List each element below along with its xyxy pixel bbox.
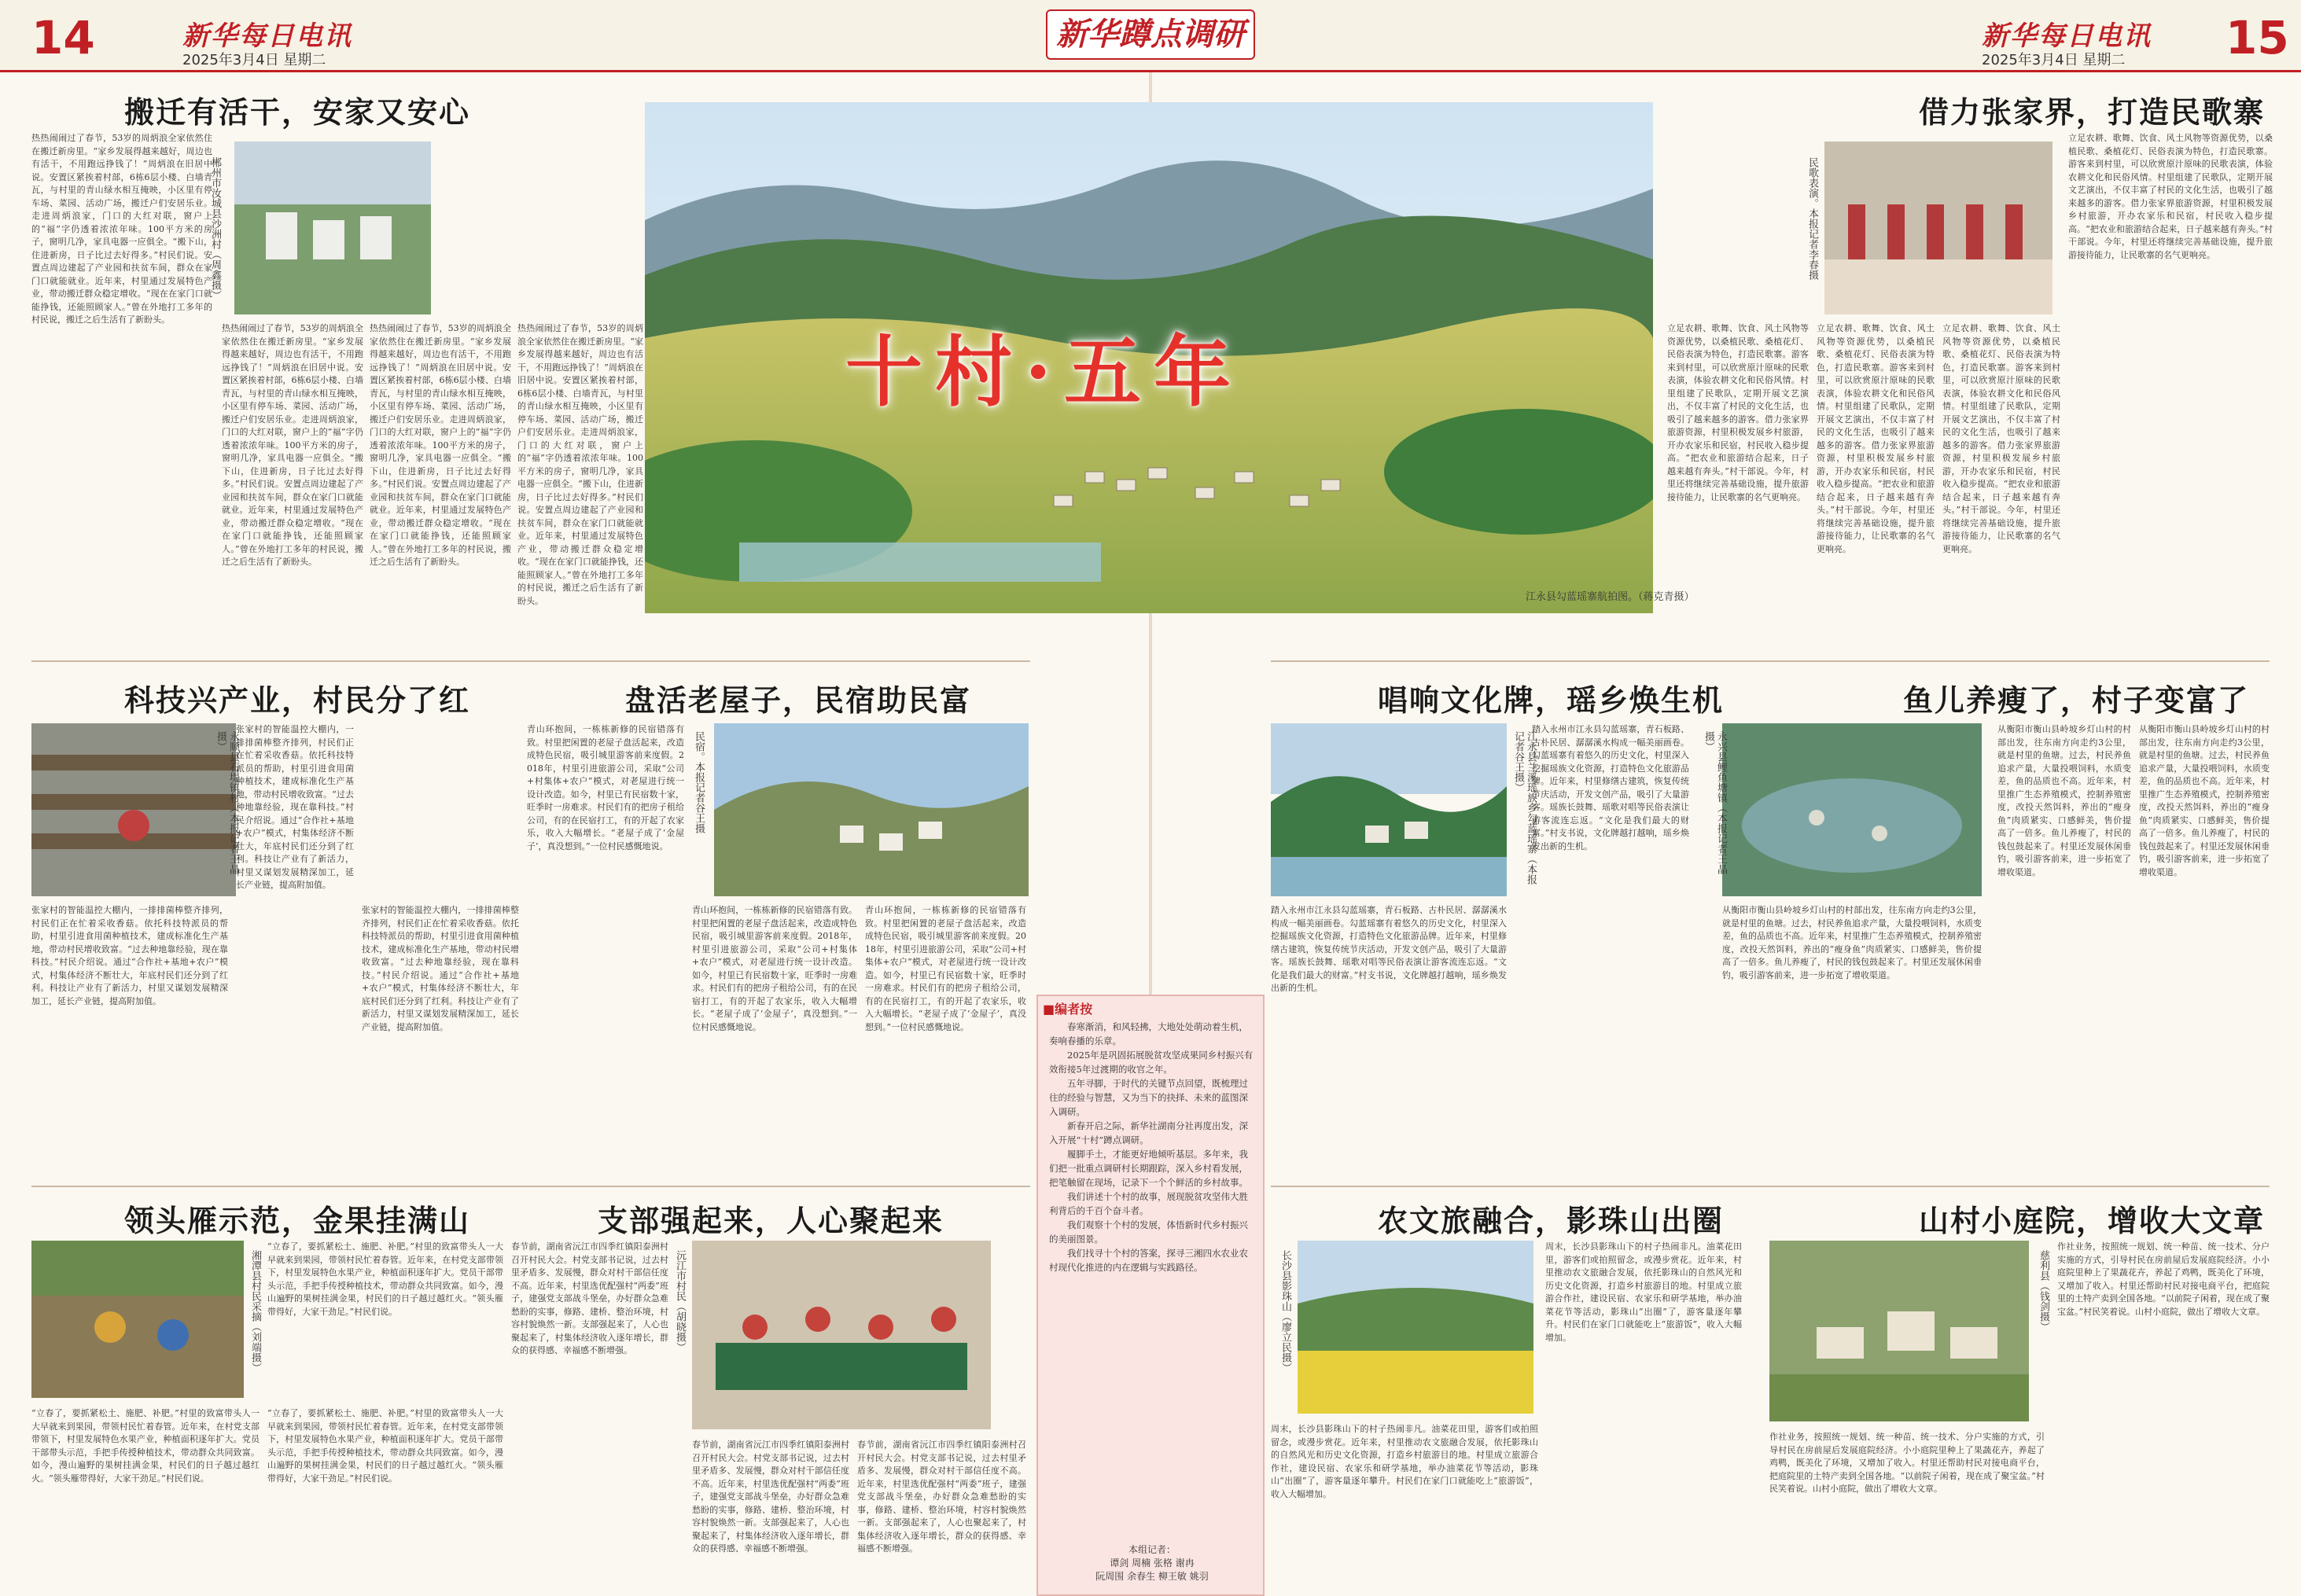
right-divider-2	[1271, 1186, 2270, 1187]
article-2-body-2: 立足农耕、歌舞、饮食、风土风物等资源优势，以桑植民歌、桑植花灯、民俗表演为特色，打造民歌寨。游客来到村里，可以欣赏原汁原味的民歌表演，体验农耕文化和民俗风情。村里组建了民歌队，定期开展文艺演出，不仅丰富了村民的文化生活，也吸引了越来越多的游客。借力张家界旅游资源，村里积极发展乡村旅游，开办农家乐和民宿，村民收入稳步提高。“把农业和旅游结合起来，日子越来越有奔头。”村干部说。今年，村里还将继续完善基础设施，提升旅游接待能力，让民歌寨的名气更响亮。	[1667, 323, 1809, 502]
article-1-photo	[234, 142, 431, 314]
right-date: 2025年3月4日 星期二	[1982, 52, 2126, 68]
article-5-caption: 江永县兰溪瑶族乡勾蓝瑶寨（本报记者谷王摄）	[1512, 731, 1537, 884]
article-3-photo	[31, 723, 236, 896]
article-2-body: 立足农耕、歌舞、饮食、风土风物等资源优势，以桑植民歌、桑植花灯、民俗表演为特色，打造民歌寨。游客来到村里，可以欣赏原汁原味的民歌表演，体验农耕文化和民俗风情。村里组建了民歌队，定期开展文艺演出，不仅丰富了村民的文化生活，也吸引了越来越多的游客。借力张家界旅游资源，村里积极发展乡村旅游，开办农家乐和民宿，村民收入稳步提高。“把农业和旅游结合起来，日子越来越有奔头。”村干部说。今年，村里还将继续完善基础设施，提升旅游接待能力，让民歌寨的名气更响亮。	[2068, 133, 2273, 260]
article-9-title: 农文旅融合，影珠山出圈	[1378, 1204, 1725, 1238]
article-6-photo	[1722, 723, 1982, 896]
article-7-photo	[31, 1241, 244, 1398]
resettlement-photo	[234, 142, 431, 314]
article-10-title: 山村小庭院，增收大文章	[1919, 1204, 2266, 1238]
yao-village-photo	[1271, 723, 1507, 896]
article-3-body-2: 张家村的智能温控大棚内，一排排菌棒整齐排列，村民们正在忙着采收香菇。依托科技特派员的帮助，村里引进食用菌种植技术，建成标准化生产基地，带动村民增收致富。“过去种地靠经验，现在靠科技。”村民介绍说。通过“合作社+基地+农户”模式，村集体经济不断壮大，年底村民们还分到了红利。科技让产业有了新活力，村里又谋划发展精深加工，延长产业链，提高附加值。	[31, 905, 228, 1006]
article-5-body-2: 踏入永州市江永县勾蓝瑶寨，青石板路、古朴民居、潺潺溪水构成一幅美丽画卷。勾蓝瑶寨有着悠久的历史文化，村里深入挖掘瑶族文化资源，打造特色文化旅游品牌。近年来，村里修缮古建筑，恢复传统节庆活动，开发文创产品，吸引了大量游客。瑶族长鼓舞、瑶歌对唱等民俗表演让游客流连忘返。“文化是我们最大的财富。”村支书说，文化牌越打越响，瑶乡焕发出新的生机。	[1271, 905, 1507, 993]
article-1-caption: 郴州市汝城县沙洲村（周鑫摄）	[209, 157, 221, 300]
editor-note-paragraph: 我们找寻十个村的答案，探寻三湘四水农业农村现代化推进的内在逻辑与实践路径。	[1049, 1248, 1248, 1273]
folk-song-performance-photo	[1824, 142, 2052, 314]
editor-note-paragraph: 我们讲述十个村的故事，展现脱贫攻坚伟大胜利背后的千百个奋斗者。	[1049, 1191, 1248, 1216]
article-10-body-2: 作社业务，按照统一规划、统一种苗、统一技术、分户实施的方式，引导村民在房前屋后发展庭院经济。小小庭院里种上了果蔬花卉，养起了鸡鸭，既美化了环境，又增加了收入。村里还帮助村民对接电商平台，把庭院里的土特产卖到全国各地。“以前院子闲着，现在成了聚宝盆。”村民笑着说。山村小庭院，做出了增收大文章。	[1769, 1432, 2045, 1494]
homestay-village-photo	[714, 723, 1029, 896]
article-6-body-3: 从衡阳市衡山县岭坡乡灯山村的村部出发，往东南方向走约3公里，就是村里的鱼塘。过去，村民养鱼追求产量，大量投喂饲料，水质变差，鱼的品质也不高。近年来，村里推广生态养殖模式，控制养殖密度，改投天然饵料，养出的“瘦身鱼”肉质紧实、口感鲜美，售价提高了一倍多。鱼儿养瘦了，村民的钱包鼓起来了。村里还发展休闲垂钓，吸引游客前来，进一步拓宽了增收渠道。	[1722, 905, 1982, 980]
article-4-caption: 民宿。本报记者谷王摄	[693, 731, 705, 833]
article-6-caption: 永兴县鲤鱼塘镇（本报记者王晶摄）	[1703, 731, 1727, 874]
courtyard-village-photo	[1769, 1241, 2029, 1421]
editor-note-box	[1036, 995, 1265, 1596]
article-3-caption: 永顺县石堤镇村（本报记者王晶摄）	[215, 731, 239, 874]
editor-note-text	[1049, 1020, 1255, 1531]
article-8-body-3: 春节前，湖南省沅江市四季红镇阳泰洲村召开村民大会。村党支部书记说，过去村里矛盾多、发展慢，群众对村干部信任度不高。近年来，村里选优配强村“两委”班子，建强党支部战斗堡垒，办好群众急难愁盼的实事，修路、建桥、整治环境，村容村貌焕然一新。支部强起来了，人心也聚起来了，村集体经济收入逐年增长，群众的获得感、幸福感不断增强。	[857, 1440, 1026, 1554]
article-8-photo	[692, 1241, 991, 1429]
right-page-number: 15	[2226, 11, 2289, 64]
article-6-body: 从衡阳市衡山县岭坡乡灯山村的村部出发，往东南方向走约3公里，就是村里的鱼塘。过去，村民养鱼追求产量，大量投喂饲料，水质变差，鱼的品质也不高。近年来，村里推广生态养殖模式，控制养殖密度，改投天然饵料，养出的“瘦身鱼”肉质紧实、口感鲜美，售价提高了一倍多。鱼儿养瘦了，村民的钱包鼓起来了。村里还发展休闲垂钓，吸引游客前来，进一步拓宽了增收渠道。	[1997, 724, 2131, 877]
article-1-body: 热热闹闹过了春节，53岁的周炳浪全家依然住在搬迁新房里。“家乡发展得越来越好，周边也有活干，不用跑远挣钱了！”周炳浪在旧居中说。安置区紧挨着村部，6栋6层小楼、白墙青瓦，与村里的青山绿水相互掩映，小区里有停车场、菜园、活动广场，搬迁户们安居乐业。走进周炳浪家，门口的大红对联，窗户上的“福”字仍透着浓浓年味。100平方米的房子，窗明几净，家具电器一应俱全。“搬下山，住进新房，日子比过去好得多。”村民们说。安置点周边建起了产业园和扶贫车间，群众在家门口就能就业。近年来，村里通过发展特色产业，带动搬迁群众稳定增收。“现在在家门口就能挣钱，还能照顾家人。”曾在外地打工多年的村民说，搬迁之后生活有了新盼头。	[31, 133, 212, 325]
left-page-number: 14	[31, 11, 95, 64]
right-masthead: 新华每日电讯	[1982, 20, 2152, 52]
article-7-body: “立春了，要抓紧松土、施肥、补肥。”村里的致富带头人一大早就来到果园，带领村民忙着春管。近年来，在村党支部带领下，村里发展特色水果产业，种植面积逐年扩大。党员干部带头示范，手把手传授种植技术，带动群众共同致富。如今，漫山遍野的果树挂满金果，村民们的日子越过越红火。“领头雁带得好，大家干劲足。”村民们说。	[267, 1241, 503, 1317]
article-8-caption: 沅江市村民（胡晓摄）	[674, 1250, 686, 1352]
editor-note-paragraph: 我们观察十个村的发展，体悟新时代乡村振兴的美丽图景。	[1049, 1219, 1248, 1245]
article-8-title: 支部强起来，人心聚起来	[598, 1204, 944, 1238]
article-7-body-3: “立春了，要抓紧松土、施肥、补肥。”村里的致富带头人一大早就来到果园，带领村民忙着春管。近年来，在村党支部带领下，村里发展特色水果产业，种植面积逐年扩大。党员干部带头示范，手把手传授种植技术，带动群众共同致富。如今，漫山遍野的果树挂满金果，村民们的日子越过越红火。“领头雁带得好，大家干劲足。”村民们说。	[267, 1408, 503, 1484]
article-6-body-2: 从衡阳市衡山县岭坡乡灯山村的村部出发，往东南方向走约3公里，就是村里的鱼塘。过去，村民养鱼追求产量，大量投喂饲料，水质变差，鱼的品质也不高。近年来，村里推广生态养殖模式，控制养殖密度，改投天然饵料，养出的“瘦身鱼”肉质紧实、口感鲜美，售价提高了一倍多。鱼儿养瘦了，村民的钱包鼓起来了。村里还发展休闲垂钓，吸引游客前来，进一步拓宽了增收渠道。	[2139, 724, 2270, 877]
editor-note-paragraph: 新春开启之际，新华社湖南分社再度出发，深入开展“十村”蹲点调研。	[1049, 1120, 1248, 1146]
article-2-photo	[1824, 142, 2052, 314]
article-10-body: 作社业务，按照统一规划、统一种苗、统一技术、分户实施的方式，引导村民在房前屋后发展庭院经济。小小庭院里种上了果蔬花卉，养起了鸡鸭，既美化了环境，又增加了收入。村里还帮助村民对接电商平台，把庭院里的土特产卖到全国各地。“以前院子闲着，现在成了聚宝盆。”村民笑着说。山村小庭院，做出了增收大文章。	[2057, 1241, 2270, 1317]
left-divider	[31, 660, 1030, 662]
editor-note-label: ■编者按	[1043, 1002, 1093, 1017]
section-title: 新华蹲点调研	[1046, 9, 1255, 60]
article-4-body: 青山环抱间，一栋栋新修的民宿错落有致。村里把闲置的老屋子盘活起来，改造成特色民宿，吸引城里游客前来度假。2018年，村里引进旅游公司，采取“公司+村集体+农户”模式，对老屋进行统一设计改造。如今，村里已有民宿数十家，旺季时一房难求。村民们有的把房子租给公司，有的在民宿打工，有的开起了农家乐，收入大幅增长。“老屋子成了‘金屋子’，真没想到。”一位村民感慨地说。	[527, 724, 684, 851]
article-1-body-2: 热热闹闹过了春节，53岁的周炳浪全家依然住在搬迁新房里。“家乡发展得越来越好，周边也有活干，不用跑远挣钱了！”周炳浪在旧居中说。安置区紧挨着村部，6栋6层小楼、白墙青瓦，与村里的青山绿水相互掩映，小区里有停车场、菜园、活动广场，搬迁户们安居乐业。走进周炳浪家，门口的大红对联，窗户上的“福”字仍透着浓浓年味。100平方米的房子，窗明几净，家具电器一应俱全。“搬下山，住进新房，日子比过去好得多。”村民们说。安置点周边建起了产业园和扶贫车间，群众在家门口就能就业。近年来，村里通过发展特色产业，带动搬迁群众稳定增收。“现在在家门口就能挣钱，还能照顾家人。”曾在外地打工多年的村民说，搬迁之后生活有了新盼头。	[222, 323, 363, 567]
article-9-body: 周末，长沙县影珠山下的村子热闹非凡。油菜花田里，游客们或拍照留念，或漫步赏花。近年来，村里推动农文旅融合发展，依托影珠山的自然风光和历史文化资源，打造乡村旅游目的地。村里成立旅游合作社，建设民宿、农家乐和研学基地，举办油菜花节等活动，影珠山“出圈”了，游客量逐年攀升。村民们在家门口就能吃上“旅游饭”，收入大幅增加。	[1545, 1241, 1742, 1343]
left-date: 2025年3月4日 星期二	[182, 52, 326, 68]
editor-note-paragraph: 五年寻脚，于时代的关键节点回望，既梳理过往的经验与智慧，又为当下的抉择、未来的蓝图深入调研。	[1049, 1078, 1248, 1117]
page-header	[0, 0, 2301, 72]
article-9-caption: 长沙县影珠山（廖立民摄）	[1279, 1250, 1291, 1373]
article-5-photo	[1271, 723, 1507, 896]
credits-label: 本组记者：	[1128, 1544, 1176, 1555]
editor-note-credits	[1038, 1543, 1266, 1583]
main-title: 十村·五年	[845, 327, 1244, 417]
article-5-title: 唱响文化牌，瑶乡焕生机	[1378, 683, 1725, 718]
mushroom-greenhouse-photo	[31, 723, 236, 896]
article-9-body-2: 周末，长沙县影珠山下的村子热闹非凡。油菜花田里，游客们或拍照留念，或漫步赏花。近年来，村里推动农文旅融合发展，依托影珠山的自然风光和历史文化资源，打造乡村旅游目的地。村里成立旅游合作社，建设民宿、农家乐和研学基地，举办油菜花节等活动，影珠山“出圈”了，游客量逐年攀升。村民们在家门口就能吃上“旅游饭”，收入大幅增加。	[1271, 1424, 1538, 1499]
main-photo-caption: 江永县勾蓝瑶寨航拍图。（蒋克青摄）	[1526, 591, 1695, 603]
editor-note-paragraph: 2025年是巩固拓展脱贫攻坚成果同乡村振兴有效衔接5年过渡期的收官之年。	[1049, 1050, 1254, 1075]
article-7-title: 领头雁示范，金果挂满山	[124, 1204, 471, 1238]
article-6-title: 鱼儿养瘦了，村子变富了	[1903, 683, 2250, 718]
article-1-body-3: 热热闹闹过了春节，53岁的周炳浪全家依然住在搬迁新房里。“家乡发展得越来越好，周边也有活干，不用跑远挣钱了！”周炳浪在旧居中说。安置区紧挨着村部，6栋6层小楼、白墙青瓦，与村里的青山绿水相互掩映，小区里有停车场、菜园、活动广场，搬迁户们安居乐业。走进周炳浪家，门口的大红对联，窗户上的“福”字仍透着浓浓年味。100平方米的房子，窗明几净，家具电器一应俱全。“搬下山，住进新房，日子比过去好得多。”村民们说。安置点周边建起了产业园和扶贫车间，群众在家门口就能就业。近年来，村里通过发展特色产业，带动搬迁群众稳定增收。“现在在家门口就能挣钱，还能照顾家人。”曾在外地打工多年的村民说，搬迁之后生活有了新盼头。	[370, 323, 511, 567]
article-3-title: 科技兴产业，村民分了红	[124, 683, 471, 718]
credits-line: 阮周围 余春生 柳王敏 姚羽	[1095, 1571, 1209, 1582]
article-3-body: 张家村的智能温控大棚内，一排排菌棒整齐排列，村民们正在忙着采收香菇。依托科技特派员的帮助，村里引进食用菌种植技术，建成标准化生产基地，带动村民增收致富。“过去种地靠经验，现在靠科技。”村民介绍说。通过“合作社+基地+农户”模式，村集体经济不断壮大，年底村民们还分到了红利。科技让产业有了新活力，村里又谋划发展精深加工，延长产业链，提高附加值。	[236, 724, 354, 890]
article-7-caption: 湘潭县村民采摘（刘端摄）	[249, 1250, 261, 1373]
article-1-body-4: 热热闹闹过了春节，53岁的周炳浪全家依然住在搬迁新房里。“家乡发展得越来越好，周边也有活干，不用跑远挣钱了！”周炳浪在旧居中说。安置区紧挨着村部，6栋6层小楼、白墙青瓦，与村里的青山绿水相互掩映，小区里有停车场、菜园、活动广场，搬迁户们安居乐业。走进周炳浪家，门口的大红对联，窗户上的“福”字仍透着浓浓年味。100平方米的房子，窗明几净，家具电器一应俱全。“搬下山，住进新房，日子比过去好得多。”村民们说。安置点周边建起了产业园和扶贫车间，群众在家门口就能就业。近年来，村里通过发展特色产业，带动搬迁群众稳定增收。“现在在家门口就能挣钱，还能照顾家人。”曾在外地打工多年的村民说，搬迁之后生活有了新盼头。	[517, 323, 643, 606]
article-4-photo	[714, 723, 1029, 896]
editor-note-paragraph: 春寒渐消，和风轻拂，大地处处萌动着生机，奏响春播的乐章。	[1049, 1021, 1248, 1046]
rapeseed-field-photo	[1298, 1241, 1533, 1414]
orchard-workers-photo	[31, 1241, 244, 1398]
credits-line: 谭剑 周楠 张格 谢冉	[1110, 1557, 1195, 1568]
article-2-title: 借力张家界，打造民歌寨	[1919, 95, 2266, 130]
article-10-photo	[1769, 1241, 2029, 1421]
article-4-body-3: 青山环抱间，一栋栋新修的民宿错落有致。村里把闲置的老屋子盘活起来，改造成特色民宿，吸引城里游客前来度假。2018年，村里引进旅游公司，采取“公司+村集体+农户”模式，对老屋进行统一设计改造。如今，村里已有民宿数十家，旺季时一房难求。村民们有的把房子租给公司，有的在民宿打工，有的开起了农家乐，收入大幅增长。“老屋子成了‘金屋子’，真没想到。”一位村民感慨地说。	[865, 905, 1026, 1032]
left-masthead: 新华每日电讯	[182, 20, 352, 52]
article-2-caption: 民歌表演。本报记者李春摄	[1806, 157, 1818, 280]
article-2-body-4: 立足农耕、歌舞、饮食、风土风物等资源优势，以桑植民歌、桑植花灯、民俗表演为特色，打造民歌寨。游客来到村里，可以欣赏原汁原味的民歌表演，体验农耕文化和民俗风情。村里组建了民歌队，定期开展文艺演出，不仅丰富了村民的文化生活，也吸引了越来越多的游客。借力张家界旅游资源，村里积极发展乡村旅游，开办农家乐和民宿，村民收入稳步提高。“把农业和旅游结合起来，日子越来越有奔头。”村干部说。今年，村里还将继续完善基础设施，提升旅游接待能力，让民歌寨的名气更响亮。	[1942, 323, 2060, 554]
article-8-body: 春节前，湖南省沅江市四季红镇阳泰洲村召开村民大会。村党支部书记说，过去村里矛盾多、发展慢，群众对村干部信任度不高。近年来，村里选优配强村“两委”班子，建强党支部战斗堡垒，办好群众急难愁盼的实事，修路、建桥、整治环境，村容村貌焕然一新。支部强起来了，人心也聚起来了，村集体经济收入逐年增长，群众的获得感、幸福感不断增强。	[511, 1241, 668, 1355]
article-5-body: 踏入永州市江永县勾蓝瑶寨，青石板路、古朴民居、潺潺溪水构成一幅美丽画卷。勾蓝瑶寨有着悠久的历史文化，村里深入挖掘瑶族文化资源，打造特色文化旅游品牌。近年来，村里修缮古建筑，恢复传统节庆活动，开发文创产品，吸引了大量游客。瑶族长鼓舞、瑶歌对唱等民俗表演让游客流连忘返。“文化是我们最大的财富。”村支书说，文化牌越打越响，瑶乡焕发出新的生机。	[1532, 724, 1689, 851]
right-divider	[1271, 660, 2270, 662]
village-workshop-photo	[692, 1241, 991, 1429]
editor-note-paragraph: 履脚手土，才能更好地倾听基层。多年来，我们把一批重点调研村长期跟踪，深入乡村看发展，把笔触留在现场，记录下一个个鲜活的乡村故事。	[1049, 1149, 1248, 1188]
left-divider-2	[31, 1186, 1030, 1187]
article-4-body-2: 青山环抱间，一栋栋新修的民宿错落有致。村里把闲置的老屋子盘活起来，改造成特色民宿，吸引城里游客前来度假。2018年，村里引进旅游公司，采取“公司+村集体+农户”模式，对老屋进行统一设计改造。如今，村里已有民宿数十家，旺季时一房难求。村民们有的把房子租给公司，有的在民宿打工，有的开起了农家乐，收入大幅增长。“老屋子成了‘金屋子’，真没想到。”一位村民感慨地说。	[692, 905, 857, 1032]
article-9-photo	[1298, 1241, 1533, 1414]
article-8-body-2: 春节前，湖南省沅江市四季红镇阳泰洲村召开村民大会。村党支部书记说，过去村里矛盾多、发展慢，群众对村干部信任度不高。近年来，村里选优配强村“两委”班子，建强党支部战斗堡垒，办好群众急难愁盼的实事，修路、建桥、整治环境，村容村貌焕然一新。支部强起来了，人心也聚起来了，村集体经济收入逐年增长，群众的获得感、幸福感不断增强。	[692, 1440, 849, 1554]
article-3-body-3: 张家村的智能温控大棚内，一排排菌棒整齐排列，村民们正在忙着采收香菇。依托科技特派员的帮助，村里引进食用菌种植技术，建成标准化生产基地，带动村民增收致富。“过去种地靠经验，现在靠科技。”村民介绍说。通过“合作社+基地+农户”模式，村集体经济不断壮大，年底村民们还分到了红利。科技让产业有了新活力，村里又谋划发展精深加工，延长产业链，提高附加值。	[362, 905, 519, 1032]
fish-pond-photo	[1722, 723, 1982, 896]
article-7-body-2: “立春了，要抓紧松土、施肥、补肥。”村里的致富带头人一大早就来到果园，带领村民忙着春管。近年来，在村党支部带领下，村里发展特色水果产业，种植面积逐年扩大。党员干部带头示范，手把手传授种植技术，带动群众共同致富。如今，漫山遍野的果树挂满金果，村民们的日子越过越红火。“领头雁带得好，大家干劲足。”村民们说。	[31, 1408, 260, 1484]
article-1-title: 搬迁有活干，安家又安心	[124, 95, 471, 130]
article-4-title: 盘活老屋子，民宿助民富	[625, 683, 972, 718]
article-2-body-3: 立足农耕、歌舞、饮食、风土风物等资源优势，以桑植民歌、桑植花灯、民俗表演为特色，打造民歌寨。游客来到村里，可以欣赏原汁原味的民歌表演，体验农耕文化和民俗风情。村里组建了民歌队，定期开展文艺演出，不仅丰富了村民的文化生活，也吸引了越来越多的游客。借力张家界旅游资源，村里积极发展乡村旅游，开办农家乐和民宿，村民收入稳步提高。“把农业和旅游结合起来，日子越来越有奔头。”村干部说。今年，村里还将继续完善基础设施，提升旅游接待能力，让民歌寨的名气更响亮。	[1817, 323, 1935, 554]
article-10-caption: 慈利县（钱剑摄）	[2038, 1250, 2049, 1332]
